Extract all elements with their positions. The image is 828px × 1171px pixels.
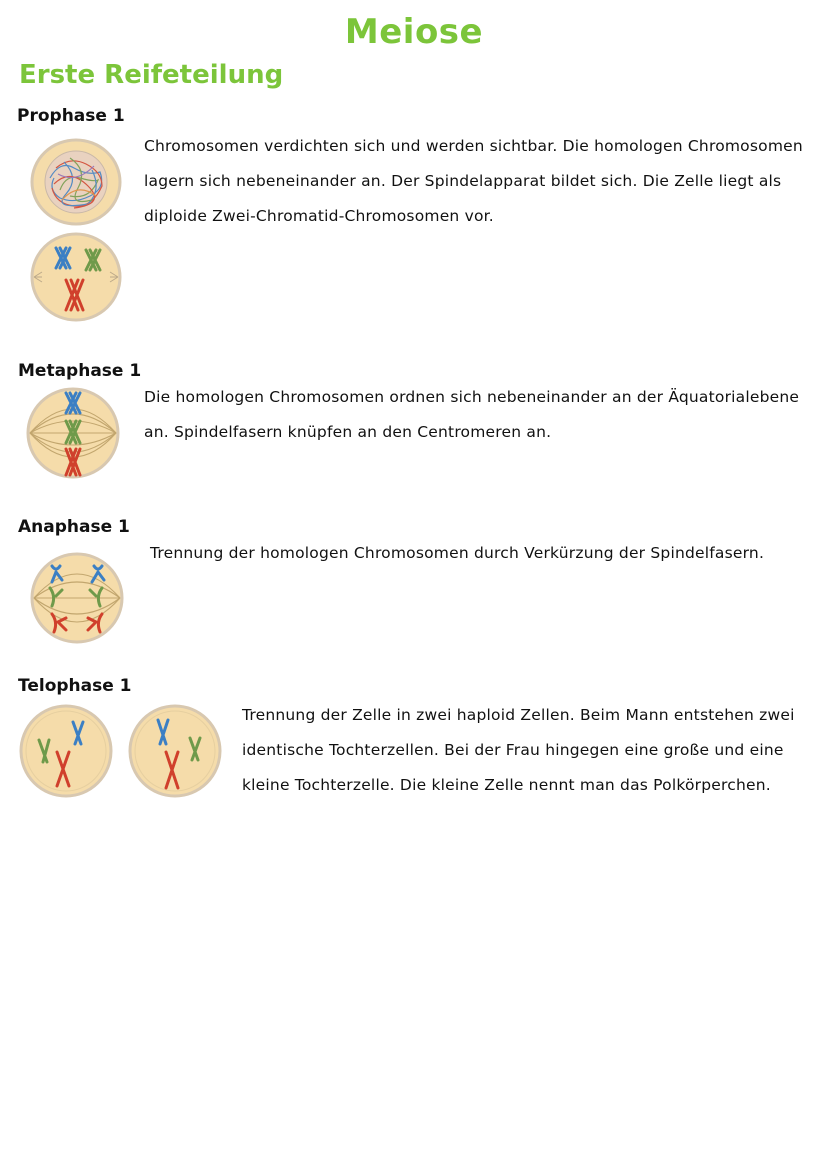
prophase-description: Chromosomen verdichten sich und werden sichtbar. Die homologen Chromosomen lagern sich nebeneinander an. Der Spindelapparat bildet sich. Die Zelle liegt als diploide Zwei-Chromatid-Chromosomen vor. bbox=[144, 137, 803, 225]
metaphase-description: Die homologen Chromosomen ordnen sich nebeneinander an der Äquatorialebene an. Spindelfasern knüpfen an den Centromeren an. bbox=[144, 388, 800, 441]
metaphase-cell-illustration bbox=[26, 387, 120, 479]
metaphase-title: Metaphase 1 bbox=[18, 361, 142, 381]
telophase-description: Trennung der Zelle in zwei haploid Zellen. Beim Mann entstehen zwei identische Tochterzellen. Bei der Frau hingegen eine große und eine kleine Tochterzelle. Die kleine Zelle nennt man das Polkörperchen. bbox=[242, 706, 795, 794]
telophase-daughter-cell-1-illustration bbox=[19, 704, 113, 798]
anaphase-cell-illustration bbox=[30, 552, 124, 644]
prophase-title: Prophase 1 bbox=[17, 106, 125, 126]
telophase-daughter-cell-2-illustration bbox=[128, 704, 222, 798]
section-title: Erste Reifeteilung bbox=[19, 60, 284, 90]
prophase-cell-tangled-illustration bbox=[30, 138, 122, 226]
anaphase-title: Anaphase 1 bbox=[18, 517, 130, 537]
prophase-cell-chromosomes-illustration bbox=[30, 232, 122, 322]
telophase-title: Telophase 1 bbox=[18, 676, 132, 696]
anaphase-description: Trennung der homologen Chromosomen durch Verkürzung der Spindelfasern. bbox=[150, 544, 765, 562]
page-title: Meiose bbox=[344, 12, 484, 52]
